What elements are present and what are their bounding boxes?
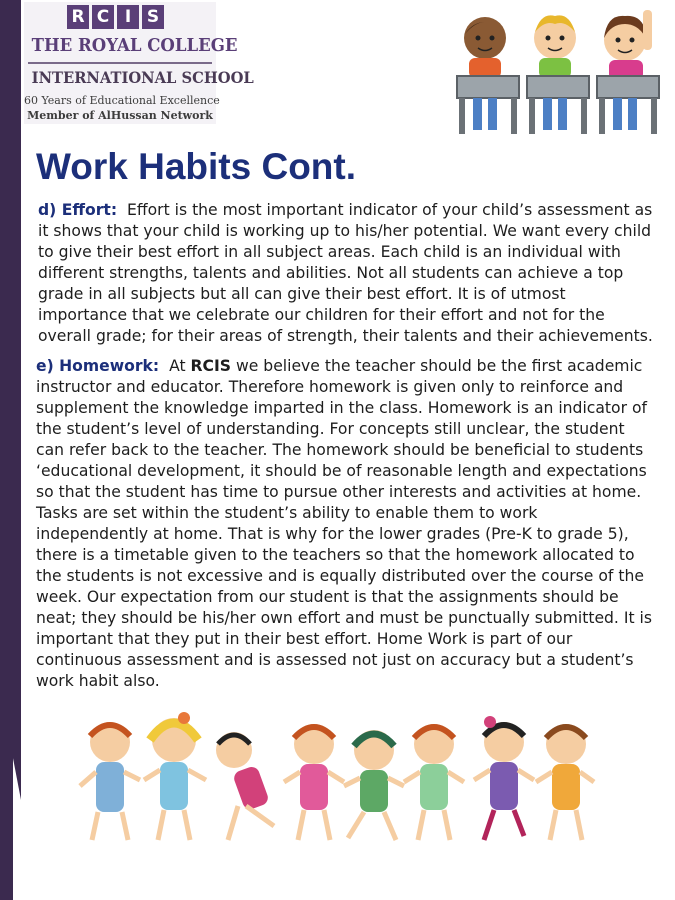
kid-figure <box>144 712 206 840</box>
kid-figure <box>536 724 594 840</box>
logo-school-type: INTERNATIONAL SCHOOL <box>31 68 254 87</box>
effort-text: Effort is the most important indicator of your child’s assessment as it shows that your child is working up to his/her potential. We want every child to give their best effort in all subject areas. Each child is an individual with different strengths, talents and abilities. Not all students can achieve a top grade in all subjects but all can give their best effort. It is of utmost importance that we celebrate our children for their effort and not for the overall grade; for their areas of strength, their talents and their achievements. <box>38 201 653 345</box>
logo-letter: I <box>117 5 139 29</box>
homework-text-start: At <box>169 357 186 375</box>
school-logo <box>24 2 254 124</box>
logo-letter: R <box>67 5 89 29</box>
effort-paragraph <box>38 200 653 347</box>
homework-text-rest: we believe the teacher should be the first academic instructor and educator. Therefore homework is given only to reinforce and supplement the knowledge imparted in the class. Homework is an indicator of the student’s level of understanding. For concepts still unclear, the student can refer back to the teacher. The homework should be beneficial to students ‘educational development, it should be of reasonable length and expectations so that the student has time to pursue other interests and activities at home. Tasks are set within the student’s ability to enable them to work independently at home. That is why for the lower grades (Pre-K to grade 5), there is a timetable given to the teachers so that the homework allocated to the students is not excessive and is equally distributed over the course of the week. Our expectation from our student is that the assignments should be neat; they should be his/her own effort and must be punctually submitted. It is important that they put in their best effort. Home Work is part of our continuous assessment and is assessed not just on accuracy but a student’s work habit also. <box>36 357 652 690</box>
school-abbreviation: RCIS <box>190 357 232 375</box>
logo-school-name: THE ROYAL COLLEGE <box>31 35 238 56</box>
kid-figure <box>216 732 274 840</box>
logo-letter: C <box>92 5 114 29</box>
page-title: Work Habits Cont. <box>36 146 356 187</box>
kid-figure <box>344 730 404 840</box>
logo-divider <box>28 62 212 64</box>
kid-figure <box>404 724 464 840</box>
kid-figure <box>80 722 140 840</box>
kid-figure <box>474 716 534 840</box>
logo-letters <box>67 5 164 29</box>
dancing-kids-illustration <box>78 706 598 846</box>
logo-letter: S <box>142 5 164 29</box>
effort-label: d) Effort: <box>38 201 118 219</box>
homework-paragraph <box>36 356 654 692</box>
logo-network: Member of AlHussan Network <box>27 109 213 122</box>
kids-at-desks-illustration <box>455 6 667 136</box>
logo-tagline: 60 Years of Educational Excellence <box>24 94 220 107</box>
kid-figure <box>284 724 344 840</box>
homework-label: e) Homework: <box>36 357 160 375</box>
